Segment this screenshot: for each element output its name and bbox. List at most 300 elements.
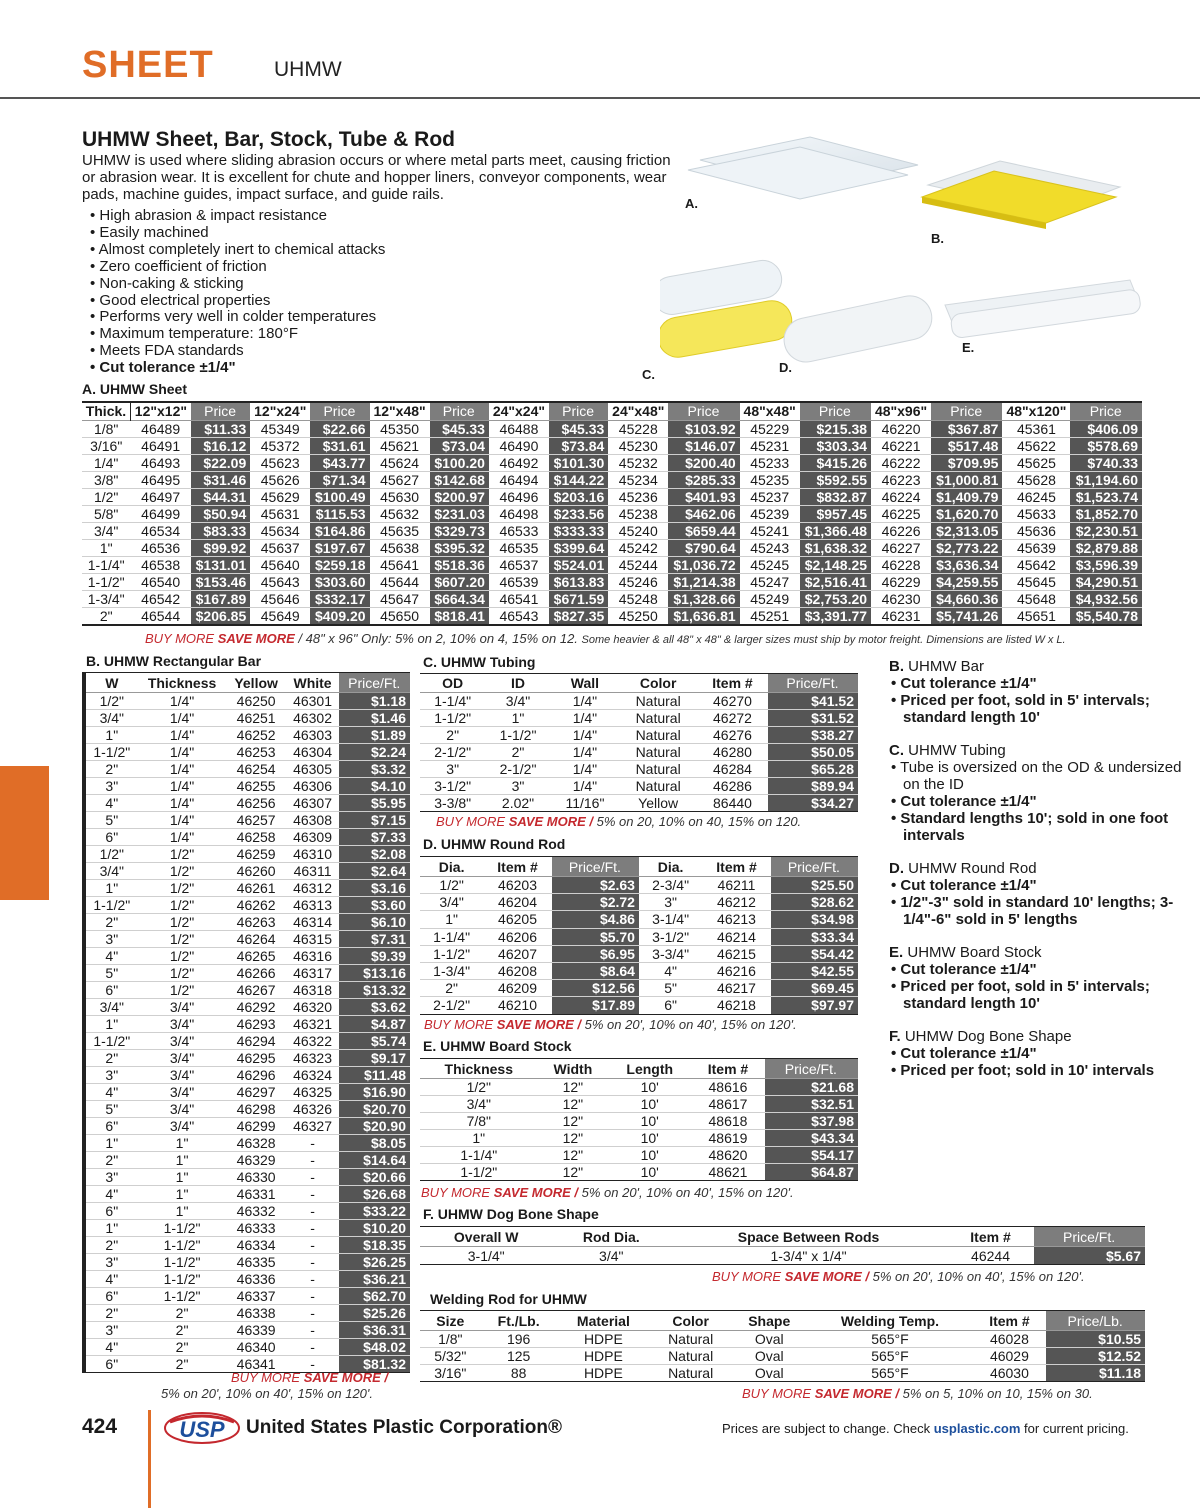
- table-cell: 1/4": [82, 454, 130, 471]
- column-header: Price/Lb.: [1046, 1311, 1145, 1331]
- price-cell: $42.55: [771, 962, 858, 979]
- table-cell: 3-1/4": [639, 911, 702, 928]
- table-cell: 10': [608, 1164, 691, 1181]
- table-row: [82, 437, 1142, 454]
- table-cell: 45234: [608, 471, 668, 488]
- table-cell: 2": [84, 914, 138, 931]
- table-cell: 3": [84, 1169, 138, 1186]
- table-row: [84, 1305, 410, 1322]
- table-cell: 1": [84, 1135, 138, 1152]
- table-cell: Oval: [731, 1365, 807, 1382]
- table-cell: 46230: [871, 590, 931, 607]
- price-cell: $21.68: [765, 1079, 858, 1096]
- table-cell: 45245: [740, 556, 800, 573]
- bar-title: B. UHMW Rectangular Bar: [86, 653, 262, 669]
- table-cell: 12": [562, 1079, 584, 1095]
- table-cell: 46493: [130, 454, 191, 471]
- table-row: [82, 607, 1142, 625]
- table-cell: 46205: [483, 911, 552, 928]
- table-row: [84, 1118, 410, 1135]
- table-row: [84, 1220, 410, 1237]
- price-cell: $1,620.70: [931, 505, 1002, 522]
- table-row: [420, 778, 858, 795]
- table-cell: 1/4": [138, 710, 227, 727]
- feature-item: • High abrasion & impact resistance: [90, 208, 385, 225]
- price-cell: $89.94: [768, 778, 858, 795]
- price-cell: $146.07: [668, 437, 739, 454]
- pricing-note: Prices are subject to change. Check usplastic.com for current pricing.: [722, 1421, 1129, 1436]
- table-cell: 2": [138, 1305, 227, 1322]
- price-cell: $399.64: [549, 539, 608, 556]
- table-cell: 3": [84, 1322, 138, 1339]
- section-title: SHEET: [82, 44, 214, 86]
- table-cell: 46224: [871, 488, 931, 505]
- table-cell: 1": [84, 727, 138, 744]
- table-cell: 46267: [227, 982, 286, 999]
- table-cell: 46295: [227, 1050, 286, 1067]
- price-cell: $259.18: [310, 556, 369, 573]
- bar-table: [82, 672, 410, 1373]
- table-cell: 46540: [130, 573, 191, 590]
- table-cell: 46307: [286, 795, 340, 812]
- feature-item: • Almost completely inert to chemical attacks: [90, 242, 385, 259]
- product-intro: UHMW is used where sliding abrasion occurs or where metal parts meet, causing friction or abrasion wear. It is excellent for chute and hopper liners, conveyor components, wear pads, machine guides, impact surface, and guide rails.: [82, 152, 671, 203]
- table-row: [420, 744, 858, 761]
- column-header: Price: [800, 402, 871, 420]
- table-row: [420, 877, 858, 894]
- bar-buy-more: BUY MORE SAVE MORE /: [231, 1370, 388, 1385]
- table-cell: 46302: [286, 710, 340, 727]
- price-cell: $10.55: [1046, 1331, 1145, 1348]
- table-cell: 45238: [608, 505, 668, 522]
- price-cell: $1,366.48: [800, 522, 871, 539]
- note-heading-c: C. UHMW Tubing: [889, 742, 1006, 759]
- table-row: [84, 931, 410, 948]
- price-cell: $50.94: [191, 505, 250, 522]
- price-cell: $215.38: [800, 420, 871, 437]
- price-cell: $100.20: [430, 454, 489, 471]
- table-cell: 45361: [1016, 420, 1056, 437]
- table-cell: 3/4": [138, 1067, 227, 1084]
- price-cell: $401.93: [668, 488, 739, 505]
- table-cell: 4": [639, 962, 702, 979]
- table-row: [84, 863, 410, 880]
- price-cell: $4.10: [339, 778, 410, 795]
- table-cell: 46316: [286, 948, 340, 965]
- table-cell: 46309: [286, 829, 340, 846]
- table-cell: 45650: [370, 607, 430, 625]
- table-cell: 125: [481, 1348, 557, 1365]
- table-row: [84, 829, 410, 846]
- table-cell: 2": [84, 761, 138, 778]
- table-row: [420, 727, 858, 744]
- table-cell: 45651: [1002, 607, 1070, 625]
- table-cell: 3/4": [599, 1247, 624, 1264]
- table-row: [84, 1084, 410, 1101]
- table-row: [420, 710, 858, 727]
- image-b-sheet: [922, 161, 1120, 229]
- note-heading-f: F. UHMW Dog Bone Shape: [889, 1028, 1072, 1045]
- price-cell: $25.50: [771, 877, 858, 894]
- table-cell: 2": [82, 607, 130, 625]
- column-header: 48"x96": [874, 403, 928, 420]
- price-cell: $2,516.41: [800, 573, 871, 590]
- price-cell: $2,879.88: [1070, 539, 1142, 556]
- table-cell: 45241: [740, 522, 800, 539]
- table-cell: 46206: [483, 928, 552, 945]
- price-cell: $14.64: [339, 1152, 410, 1169]
- table-cell: 3/4": [138, 1016, 227, 1033]
- table-cell: 46323: [286, 1050, 340, 1067]
- price-cell: $285.33: [668, 471, 739, 488]
- table-cell: 1": [420, 911, 483, 928]
- table-cell: 2": [138, 1322, 227, 1339]
- sheet-buy-more: BUY MORE SAVE MORE / 48" x 96" Only: 5% on 2, 10% on 4, 15% on 12. Some heavier & all 48" x 48" & larger sizes must ship by motor freight. Dimensions are listed W x L.: [145, 631, 1066, 646]
- table-cell: 46498: [489, 505, 549, 522]
- table-cell: 1/2": [82, 488, 130, 505]
- table-row: [84, 710, 410, 727]
- table-row: [84, 1288, 410, 1305]
- note-item: • 1/2"-3" sold in standard 10' lengths; 3-1/4"-6" sold in 5' lengths: [891, 894, 1174, 928]
- table-row: [84, 727, 410, 744]
- price-cell: $462.06: [668, 505, 739, 522]
- price-cell: $613.83: [549, 573, 608, 590]
- table-cell: 45635: [370, 522, 430, 539]
- table-cell: 46294: [227, 1033, 286, 1050]
- table-row: [420, 1365, 1145, 1382]
- table-cell: 5/32": [420, 1348, 481, 1365]
- column-header: Price: [549, 402, 608, 420]
- price-cell: $6.10: [339, 914, 410, 931]
- price-cell: $3.62: [339, 999, 410, 1016]
- table-cell: 46262: [227, 897, 286, 914]
- price-cell: $233.56: [549, 505, 608, 522]
- table-cell: 1/4": [169, 693, 195, 709]
- column-header: ID: [511, 675, 526, 691]
- price-cell: $38.27: [768, 727, 858, 744]
- table-cell: 1-3/4" x 1/4": [770, 1247, 847, 1264]
- table-cell: 46207: [483, 945, 552, 962]
- table-row: [84, 812, 410, 829]
- table-cell: 1/8": [438, 1331, 463, 1347]
- table-cell: 46499: [130, 505, 191, 522]
- table-cell: 46533: [489, 522, 549, 539]
- column-header: Thickness: [147, 674, 217, 691]
- table-cell: 1-3/4": [420, 962, 483, 979]
- price-cell: $9.17: [339, 1050, 410, 1067]
- price-cell: $5.70: [552, 928, 639, 945]
- column-header: Item #: [716, 858, 757, 875]
- table-cell: 1/2": [138, 880, 227, 897]
- table-cell: 46312: [286, 880, 340, 897]
- table-cell: -: [286, 1152, 340, 1169]
- table-cell: 46250: [236, 693, 276, 709]
- table-cell: 46209: [483, 980, 552, 997]
- table-cell: 1": [82, 539, 130, 556]
- table-cell: 2": [138, 1339, 227, 1356]
- table-cell: 46299: [227, 1118, 286, 1135]
- table-row: [82, 590, 1142, 607]
- price-cell: $578.69: [1070, 437, 1142, 454]
- table-cell: 46255: [227, 778, 286, 795]
- table-row: [420, 1096, 858, 1113]
- dogbone-buy-more: BUY MORE SAVE MORE / 5% on 20', 10% on 40', 15% on 120'.: [712, 1269, 1085, 1284]
- table-cell: 5": [84, 965, 138, 982]
- table-cell: -: [286, 1169, 340, 1186]
- table-cell: 1-1/2": [420, 1164, 538, 1181]
- column-header: Price: [191, 402, 250, 420]
- image-c-tubes: [660, 257, 795, 360]
- table-cell: 1-1/2": [485, 727, 550, 744]
- table-cell: 45642: [1002, 556, 1070, 573]
- table-cell: 3-1/2": [420, 778, 485, 795]
- table-cell: 1": [485, 710, 550, 727]
- table-cell: 3/4": [138, 1084, 227, 1101]
- table-cell: 2-1/2": [485, 761, 550, 778]
- table-row: [84, 1237, 410, 1254]
- price-cell: $2,148.25: [800, 556, 871, 573]
- table-cell: 1": [138, 1186, 227, 1203]
- table-row: [84, 1135, 410, 1152]
- price-cell: $3,596.39: [1070, 556, 1142, 573]
- table-cell: Oval: [731, 1348, 807, 1365]
- table-cell: 3": [84, 931, 138, 948]
- table-cell: 45637: [250, 539, 310, 556]
- column-header: Price/Ft.: [1034, 1227, 1145, 1247]
- table-cell: 3-3/8": [420, 795, 485, 812]
- welding-buy-more: BUY MORE SAVE MORE / 5% on 5, 10% on 10, 15% on 30.: [742, 1386, 1093, 1401]
- table-cell: 45627: [370, 471, 430, 488]
- note-item: • Priced per foot, sold in 5' intervals; standard length 10': [891, 692, 1150, 726]
- table-cell: 45242: [608, 539, 668, 556]
- table-cell: Natural: [619, 761, 697, 778]
- table-row: [420, 911, 858, 928]
- price-cell: $200.97: [430, 488, 489, 505]
- image-label-e: E.: [962, 340, 975, 355]
- table-cell: 46494: [489, 471, 549, 488]
- table-cell: 45634: [250, 522, 310, 539]
- price-cell: $406.09: [1070, 420, 1142, 437]
- board-buy-more: BUY MORE SAVE MORE / 5% on 20', 10% on 40', 15% on 120'.: [421, 1185, 794, 1200]
- table-cell: 196: [506, 1331, 531, 1347]
- column-header: Color: [672, 1312, 709, 1329]
- table-cell: 4": [84, 1084, 138, 1101]
- table-cell: 45629: [250, 488, 310, 505]
- table-cell: 3/4": [138, 1050, 227, 1067]
- column-header: Length: [626, 1060, 674, 1077]
- table-cell: 1": [84, 1220, 138, 1237]
- table-cell: 4": [84, 795, 138, 812]
- table-row: [84, 1152, 410, 1169]
- table-cell: 3/4": [138, 999, 227, 1016]
- price-cell: $36.21: [339, 1271, 410, 1288]
- price-cell: $1,328.66: [668, 590, 739, 607]
- table-cell: 1/2": [99, 693, 125, 709]
- price-cell: $1,638.32: [800, 539, 871, 556]
- table-cell: 1-1/4": [82, 556, 130, 573]
- table-cell: 1": [138, 1152, 227, 1169]
- price-cell: $34.27: [768, 795, 858, 812]
- image-label-b: B.: [931, 231, 944, 246]
- price-cell: $83.33: [191, 522, 250, 539]
- price-cell: $34.98: [771, 911, 858, 928]
- price-cell: $2.08: [339, 846, 410, 863]
- table-cell: 45624: [370, 454, 430, 471]
- table-cell: 1-1/2": [138, 1254, 227, 1271]
- table-cell: 7/8": [420, 1113, 538, 1130]
- feature-list: [90, 208, 385, 377]
- note-item: • Standard lengths 10'; sold in one foot intervals: [891, 810, 1169, 844]
- table-cell: 1-1/2": [138, 1288, 227, 1305]
- price-cell: $3.16: [339, 880, 410, 897]
- table-cell: 45349: [260, 420, 300, 437]
- table-cell: 6": [84, 1118, 138, 1135]
- column-header: White: [293, 674, 332, 691]
- table-row: [84, 965, 410, 982]
- table-cell: 4": [84, 1186, 138, 1203]
- price-cell: $659.44: [668, 522, 739, 539]
- table-cell: 46492: [489, 454, 549, 471]
- table-cell: Natural: [619, 727, 697, 744]
- table-cell: 2": [420, 980, 483, 997]
- table-cell: 46534: [130, 522, 191, 539]
- price-cell: $5,741.26: [931, 607, 1002, 625]
- table-cell: 6": [84, 1203, 138, 1220]
- table-cell: 565°F: [807, 1365, 972, 1382]
- price-cell: $832.87: [800, 488, 871, 505]
- table-cell: 46313: [286, 897, 340, 914]
- column-header: Width: [553, 1060, 593, 1077]
- table-cell: -: [286, 1135, 340, 1152]
- table-cell: -: [286, 1237, 340, 1254]
- table-cell: 46212: [702, 894, 771, 911]
- product-notes: [889, 658, 1189, 1079]
- price-cell: $81.32: [339, 1356, 410, 1373]
- table-cell: 6": [639, 997, 702, 1014]
- table-cell: 45646: [250, 590, 310, 607]
- price-cell: $2.72: [552, 894, 639, 911]
- table-cell: -: [286, 1220, 340, 1237]
- table-row: [82, 488, 1142, 505]
- table-cell: 46204: [483, 894, 552, 911]
- table-cell: 45636: [1002, 522, 1070, 539]
- table-row: [84, 1271, 410, 1288]
- table-cell: 45246: [608, 573, 668, 590]
- bar-buy-more-tiers: 5% on 20', 10% on 40', 15% on 120'.: [161, 1386, 373, 1401]
- table-cell: 1-1/2": [420, 710, 485, 727]
- table-cell: 1/4": [138, 795, 227, 812]
- column-header: Size: [436, 1312, 465, 1329]
- table-cell: 45621: [370, 437, 430, 454]
- table-cell: 46322: [286, 1033, 340, 1050]
- table-cell: 46264: [227, 931, 286, 948]
- price-cell: $8.64: [552, 962, 639, 979]
- table-cell: 46229: [871, 573, 931, 590]
- table-cell: 46252: [227, 727, 286, 744]
- table-cell: Natural: [619, 710, 697, 727]
- price-cell: $818.41: [430, 607, 489, 625]
- table-cell: 45248: [608, 590, 668, 607]
- table-cell: 46225: [871, 505, 931, 522]
- table-row: [84, 1050, 410, 1067]
- website-link[interactable]: usplastic.com: [933, 1421, 1021, 1436]
- table-cell: 1/4": [138, 812, 227, 829]
- column-header: Material: [576, 1312, 630, 1329]
- table-cell: 2": [84, 1305, 138, 1322]
- column-header: Yellow: [234, 674, 278, 691]
- table-cell: 1": [138, 1135, 227, 1152]
- price-cell: $2,753.20: [800, 590, 871, 607]
- table-cell: 3-1/4": [467, 1247, 505, 1264]
- table-row: [84, 914, 410, 931]
- price-cell: $5.67: [1034, 1247, 1145, 1265]
- table-cell: 1-1/2": [84, 897, 138, 914]
- price-cell: $790.64: [668, 539, 739, 556]
- price-cell: $25.26: [339, 1305, 410, 1322]
- price-cell: $333.33: [549, 522, 608, 539]
- table-cell: 45648: [1002, 590, 1070, 607]
- table-cell: 2-3/4": [652, 877, 690, 894]
- table-cell: 46337: [227, 1288, 286, 1305]
- table-row: [84, 778, 410, 795]
- table-cell: 2-1/2": [420, 744, 485, 761]
- table-cell: 1/2": [138, 914, 227, 931]
- price-cell: $17.89: [552, 997, 639, 1014]
- note-item: • Cut tolerance ±1/4": [891, 675, 1037, 692]
- table-cell: 1": [138, 1203, 227, 1220]
- price-cell: $1.18: [339, 693, 410, 710]
- table-row: [84, 1067, 410, 1084]
- table-cell: 46254: [227, 761, 286, 778]
- table-cell: 5": [639, 980, 702, 997]
- table-row: [82, 573, 1142, 590]
- table-cell: 2.02": [485, 795, 550, 812]
- table-cell: 3": [84, 1254, 138, 1271]
- table-cell: 46284: [697, 761, 768, 778]
- table-cell: 46321: [286, 1016, 340, 1033]
- price-cell: $31.46: [191, 471, 250, 488]
- price-cell: $709.95: [931, 454, 1002, 471]
- price-cell: $1.89: [339, 727, 410, 744]
- table-cell: 46335: [227, 1254, 286, 1271]
- column-header: 48"x120": [1006, 403, 1067, 420]
- price-cell: $1.46: [339, 710, 410, 727]
- table-cell: 46331: [227, 1186, 286, 1203]
- table-cell: 46324: [286, 1067, 340, 1084]
- price-cell: $5,540.78: [1070, 607, 1142, 625]
- column-header: Welding Temp.: [840, 1312, 940, 1329]
- table-cell: 46311: [286, 863, 340, 880]
- table-cell: 1/4": [138, 778, 227, 795]
- price-cell: $671.59: [549, 590, 608, 607]
- price-cell: $45.33: [549, 420, 608, 437]
- table-cell: 45244: [608, 556, 668, 573]
- table-cell: 45638: [370, 539, 430, 556]
- price-cell: $43.34: [765, 1130, 858, 1147]
- table-cell: 46244: [971, 1247, 1010, 1264]
- price-cell: $2.64: [339, 863, 410, 880]
- table-cell: 46265: [227, 948, 286, 965]
- price-cell: $517.48: [931, 437, 1002, 454]
- price-cell: $22.66: [310, 420, 369, 437]
- price-cell: $3.60: [339, 897, 410, 914]
- table-cell: 45240: [608, 522, 668, 539]
- table-cell: 1": [84, 1016, 138, 1033]
- price-cell: $332.17: [310, 590, 369, 607]
- product-title: UHMW Sheet, Bar, Stock, Tube & Rod: [82, 128, 455, 151]
- price-cell: $957.45: [800, 505, 871, 522]
- price-cell: $1,409.79: [931, 488, 1002, 505]
